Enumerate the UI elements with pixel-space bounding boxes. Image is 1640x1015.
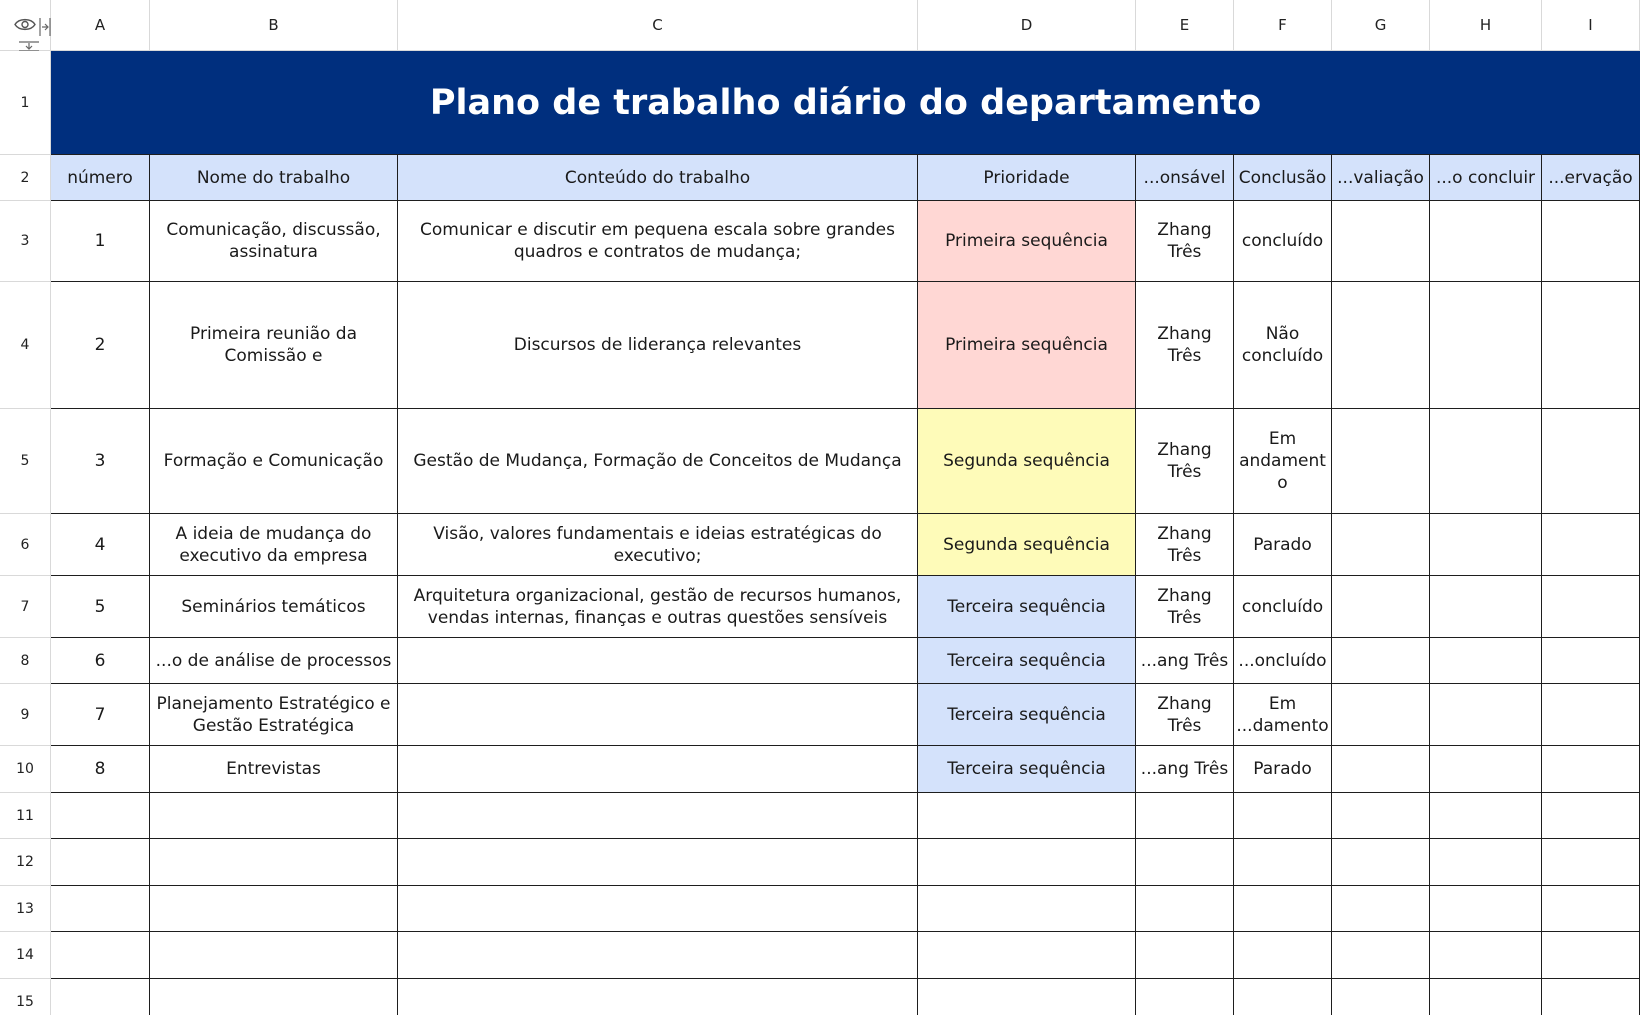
- empty-cell[interactable]: [1332, 979, 1430, 1015]
- cell-number[interactable]: 5: [51, 576, 150, 638]
- empty-cell[interactable]: [918, 979, 1136, 1015]
- cell-content[interactable]: Gestão de Mudança, Formação de Conceitos de Mudança: [398, 409, 918, 514]
- empty-cell[interactable]: [51, 886, 150, 932]
- cell-completion-date[interactable]: [1430, 282, 1542, 409]
- empty-row: [51, 793, 1640, 839]
- cell-evaluation[interactable]: [1332, 409, 1430, 514]
- column-header-i[interactable]: I: [1542, 0, 1640, 51]
- cell-notes[interactable]: [1542, 514, 1640, 576]
- empty-cell[interactable]: [1136, 839, 1234, 886]
- cell-priority[interactable]: Terceira sequência: [918, 638, 1136, 684]
- cell-evaluation[interactable]: [1332, 684, 1430, 746]
- table-row: [51, 576, 1640, 638]
- cell-completion-date[interactable]: [1430, 638, 1542, 684]
- cell-owner[interactable]: Zhang Três: [1136, 514, 1234, 576]
- header-cell[interactable]: ...ervação: [1542, 155, 1640, 201]
- column-header-b[interactable]: B: [150, 0, 398, 51]
- cell-completion-date[interactable]: [1430, 201, 1542, 282]
- row-header[interactable]: 1: [0, 51, 51, 155]
- cell-evaluation[interactable]: [1332, 201, 1430, 282]
- empty-row: [51, 979, 1640, 1015]
- empty-cell[interactable]: [1136, 979, 1234, 1015]
- empty-cell[interactable]: [398, 839, 918, 886]
- cell-evaluation[interactable]: [1332, 282, 1430, 409]
- empty-cell[interactable]: [918, 839, 1136, 886]
- cell-name[interactable]: Entrevistas: [150, 746, 398, 793]
- empty-row: [51, 932, 1640, 979]
- empty-cell[interactable]: [398, 932, 918, 979]
- empty-cell[interactable]: [398, 979, 918, 1015]
- row-header[interactable]: 15: [0, 979, 51, 1015]
- cell-owner[interactable]: ...ang Três: [1136, 638, 1234, 684]
- cell-status[interactable]: Em ...damento: [1234, 684, 1332, 746]
- row-header[interactable]: 9: [0, 684, 51, 746]
- table-header-row: [51, 155, 1640, 201]
- empty-cell[interactable]: [150, 979, 398, 1015]
- cell-content[interactable]: Arquitetura organizacional, gestão de recursos humanos, vendas internas, finanças e outras questões sensíveis: [398, 576, 918, 638]
- row-headers: [0, 51, 51, 1015]
- cell-evaluation[interactable]: [1332, 638, 1430, 684]
- cell-content[interactable]: [398, 684, 918, 746]
- header-cell[interactable]: ...o concluir: [1430, 155, 1542, 201]
- cell-completion-date[interactable]: [1430, 409, 1542, 514]
- cell-content[interactable]: Visão, valores fundamentais e ideias estratégicas do executivo;: [398, 514, 918, 576]
- header-cell[interactable]: ...valiação: [1332, 155, 1430, 201]
- cell-content[interactable]: [398, 638, 918, 684]
- cell-priority[interactable]: Segunda sequência: [918, 409, 1136, 514]
- empty-cell[interactable]: [1430, 793, 1542, 839]
- empty-cell[interactable]: [1430, 932, 1542, 979]
- cell-name[interactable]: Formação e Comunicação: [150, 409, 398, 514]
- cell-name[interactable]: Seminários temáticos: [150, 576, 398, 638]
- empty-cell[interactable]: [398, 886, 918, 932]
- empty-cell[interactable]: [1136, 932, 1234, 979]
- cell-owner[interactable]: Zhang Três: [1136, 282, 1234, 409]
- empty-cell[interactable]: [150, 886, 398, 932]
- empty-cell[interactable]: [1332, 839, 1430, 886]
- header-cell[interactable]: número: [51, 155, 150, 201]
- header-cell[interactable]: Conteúdo do trabalho: [398, 155, 918, 201]
- row-header[interactable]: 8: [0, 638, 51, 684]
- cell-name[interactable]: Primeira reunião da Comissão e: [150, 282, 398, 409]
- empty-cell[interactable]: [1332, 932, 1430, 979]
- empty-cell[interactable]: [51, 839, 150, 886]
- cell-notes[interactable]: [1542, 282, 1640, 409]
- column-header-c[interactable]: C: [398, 0, 918, 51]
- cell-name[interactable]: A ideia de mudança do executivo da empresa: [150, 514, 398, 576]
- empty-cell[interactable]: [1542, 932, 1640, 979]
- row-header[interactable]: 13: [0, 886, 51, 932]
- cell-owner[interactable]: Zhang Três: [1136, 201, 1234, 282]
- empty-cell[interactable]: [51, 793, 150, 839]
- column-header-a[interactable]: A: [51, 0, 150, 51]
- table-row: [51, 201, 1640, 282]
- cell-number[interactable]: 2: [51, 282, 150, 409]
- cell-priority[interactable]: Terceira sequência: [918, 576, 1136, 638]
- cell-completion-date[interactable]: [1430, 746, 1542, 793]
- table-row: [51, 409, 1640, 514]
- cell-status[interactable]: Em andament o: [1234, 409, 1332, 514]
- cell-owner[interactable]: Zhang Três: [1136, 684, 1234, 746]
- cell-status[interactable]: concluído: [1234, 576, 1332, 638]
- table-row: [51, 638, 1640, 684]
- empty-cell[interactable]: [51, 979, 150, 1015]
- empty-cell[interactable]: [1332, 886, 1430, 932]
- empty-cell[interactable]: [1542, 793, 1640, 839]
- row-header[interactable]: 10: [0, 746, 51, 793]
- cell-status[interactable]: ...oncluído: [1234, 638, 1332, 684]
- cell-priority[interactable]: Terceira sequência: [918, 746, 1136, 793]
- empty-cell[interactable]: [1430, 839, 1542, 886]
- cell-name[interactable]: Comunicação, discussão, assinatura: [150, 201, 398, 282]
- table-row: [51, 282, 1640, 409]
- cell-status[interactable]: concluído: [1234, 201, 1332, 282]
- sheet-title[interactable]: Plano de trabalho diário do departamento: [51, 51, 1640, 155]
- cell-number[interactable]: 7: [51, 684, 150, 746]
- table-row: [51, 746, 1640, 793]
- row-header[interactable]: 6: [0, 514, 51, 576]
- cell-completion-date[interactable]: [1430, 514, 1542, 576]
- empty-cell[interactable]: [1234, 839, 1332, 886]
- row-header[interactable]: 11: [0, 793, 51, 839]
- cell-evaluation[interactable]: [1332, 746, 1430, 793]
- cell-priority[interactable]: Primeira sequência: [918, 201, 1136, 282]
- empty-cell[interactable]: [1136, 793, 1234, 839]
- cell-content[interactable]: Comunicar e discutir em pequena escala sobre grandes quadros e contratos de mudança;: [398, 201, 918, 282]
- cell-number[interactable]: 1: [51, 201, 150, 282]
- cell-notes[interactable]: [1542, 746, 1640, 793]
- cell-completion-date[interactable]: [1430, 576, 1542, 638]
- cell-status[interactable]: Parado: [1234, 746, 1332, 793]
- column-header-g[interactable]: G: [1332, 0, 1430, 51]
- cell-content[interactable]: Discursos de liderança relevantes: [398, 282, 918, 409]
- cell-content[interactable]: [398, 746, 918, 793]
- empty-cell[interactable]: [1430, 886, 1542, 932]
- column-headers: [51, 0, 1640, 51]
- table-row: [51, 514, 1640, 576]
- empty-row: [51, 839, 1640, 886]
- column-header-e[interactable]: E: [1136, 0, 1234, 51]
- row-header[interactable]: 12: [0, 839, 51, 886]
- cell-notes[interactable]: [1542, 638, 1640, 684]
- empty-cell[interactable]: [1234, 886, 1332, 932]
- cell-number[interactable]: 8: [51, 746, 150, 793]
- cell-number[interactable]: 4: [51, 514, 150, 576]
- row-header[interactable]: 5: [0, 409, 51, 514]
- row-header[interactable]: 3: [0, 201, 51, 282]
- row-header[interactable]: 2: [0, 155, 51, 201]
- empty-cell[interactable]: [1542, 886, 1640, 932]
- empty-cell[interactable]: [918, 793, 1136, 839]
- cell-name[interactable]: Planejamento Estratégico e Gestão Estratégica: [150, 684, 398, 746]
- cell-status[interactable]: Não concluído: [1234, 282, 1332, 409]
- empty-cell[interactable]: [918, 932, 1136, 979]
- cell-owner[interactable]: ...ang Três: [1136, 746, 1234, 793]
- header-cell[interactable]: Conclusão: [1234, 155, 1332, 201]
- column-header-h[interactable]: H: [1430, 0, 1542, 51]
- eye-icon[interactable]: [14, 17, 36, 32]
- empty-cell[interactable]: [1332, 793, 1430, 839]
- cell-priority[interactable]: Segunda sequência: [918, 514, 1136, 576]
- empty-cell[interactable]: [150, 932, 398, 979]
- row-header[interactable]: 4: [0, 282, 51, 409]
- cell-evaluation[interactable]: [1332, 576, 1430, 638]
- cell-grid: [51, 51, 1640, 1015]
- empty-cell[interactable]: [1234, 932, 1332, 979]
- empty-cell[interactable]: [150, 839, 398, 886]
- empty-cell[interactable]: [1430, 979, 1542, 1015]
- cell-owner[interactable]: Zhang Três: [1136, 409, 1234, 514]
- empty-cell[interactable]: [1542, 979, 1640, 1015]
- cell-notes[interactable]: [1542, 201, 1640, 282]
- empty-cell[interactable]: [1136, 886, 1234, 932]
- row-header[interactable]: 14: [0, 932, 51, 979]
- cell-priority[interactable]: Terceira sequência: [918, 684, 1136, 746]
- header-cell[interactable]: ...onsável: [1136, 155, 1234, 201]
- header-cell[interactable]: Prioridade: [918, 155, 1136, 201]
- row-header[interactable]: 7: [0, 576, 51, 638]
- cell-completion-date[interactable]: [1430, 684, 1542, 746]
- empty-cell[interactable]: [51, 932, 150, 979]
- cell-status[interactable]: Parado: [1234, 514, 1332, 576]
- empty-cell[interactable]: [918, 886, 1136, 932]
- cell-owner[interactable]: Zhang Três: [1136, 576, 1234, 638]
- table-row: [51, 684, 1640, 746]
- empty-cell[interactable]: [1542, 839, 1640, 886]
- cell-number[interactable]: 3: [51, 409, 150, 514]
- column-header-f[interactable]: F: [1234, 0, 1332, 51]
- cell-number[interactable]: 6: [51, 638, 150, 684]
- empty-cell[interactable]: [398, 793, 918, 839]
- empty-row: [51, 886, 1640, 932]
- cell-name[interactable]: ...o de análise de processos: [150, 638, 398, 684]
- empty-cell[interactable]: [1234, 793, 1332, 839]
- empty-cell[interactable]: [1234, 979, 1332, 1015]
- cell-notes[interactable]: [1542, 576, 1640, 638]
- empty-cell[interactable]: [150, 793, 398, 839]
- header-cell[interactable]: Nome do trabalho: [150, 155, 398, 201]
- cell-notes[interactable]: [1542, 409, 1640, 514]
- column-header-d[interactable]: D: [918, 0, 1136, 51]
- cell-notes[interactable]: [1542, 684, 1640, 746]
- sheet-corner: [0, 0, 51, 51]
- cell-priority[interactable]: Primeira sequência: [918, 282, 1136, 409]
- cell-evaluation[interactable]: [1332, 514, 1430, 576]
